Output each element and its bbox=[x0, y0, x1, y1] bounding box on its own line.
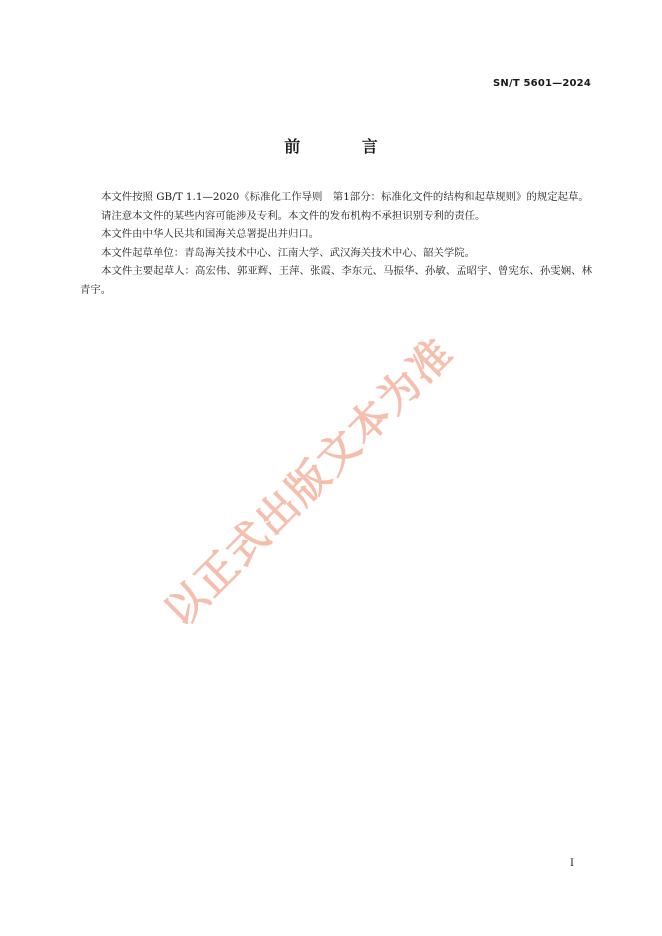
paragraph-proposer: 本文件由中华人民共和国海关总署提出并归口。 bbox=[101, 228, 320, 240]
page-title: 前 言 bbox=[284, 137, 406, 156]
standard-code: SN/T 5601—2024 bbox=[493, 78, 591, 89]
paragraph-drafting-rules: 本文件按照 GB/T 1.1—2020《标准化工作导则 第1部分：标准化文件的结构和起草规则》的规定起草。 bbox=[101, 191, 589, 203]
foreword-body bbox=[80, 188, 592, 299]
paragraph-drafters: 本文件主要起草人：高宏伟、郭亚辉、王萍、张霞、李东元、马振华、孙敏、孟昭宇、曾宪东、孙雯娴、林青宇。 bbox=[80, 265, 592, 296]
page-number: I bbox=[570, 858, 574, 869]
paragraph-drafting-units: 本文件起草单位：青岛海关技术中心、江南大学、武汉海关技术中心、韶关学院。 bbox=[101, 246, 476, 259]
paragraph-patent-notice: 请注意本文件的某些内容可能涉及专利。本文件的发布机构不承担识别专利的责任。 bbox=[101, 209, 486, 222]
watermark: 以正式出版文本为准 bbox=[155, 328, 463, 636]
